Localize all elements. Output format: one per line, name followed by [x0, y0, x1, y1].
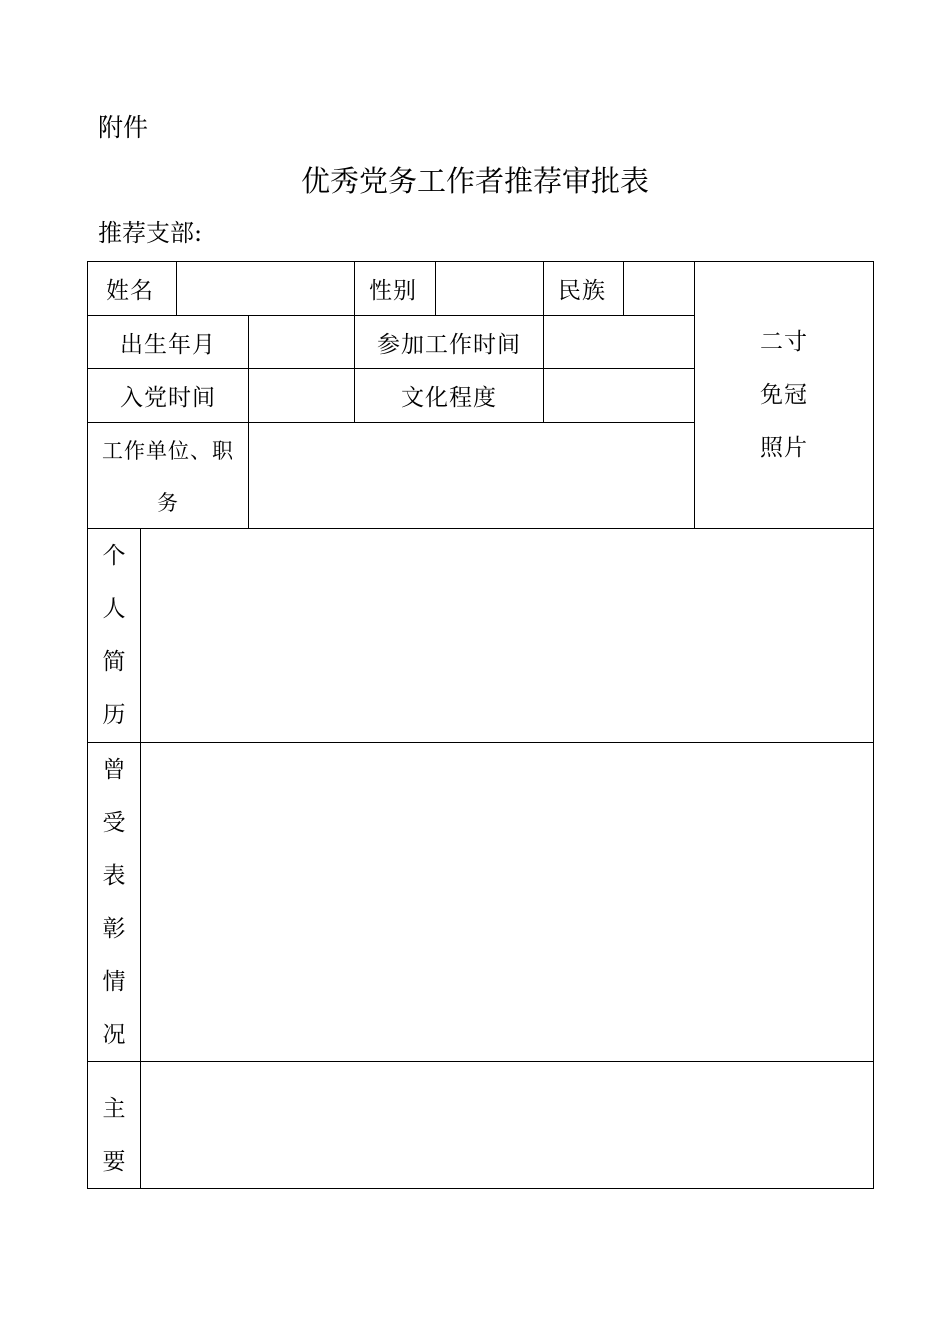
awards-label-char: 况	[102, 1022, 126, 1048]
main-deeds-field[interactable]	[141, 1062, 873, 1188]
work-start-field[interactable]	[544, 316, 694, 368]
table-border-right	[873, 261, 874, 1189]
resume-label-char: 简	[102, 649, 126, 675]
gender-label: 性别	[369, 278, 417, 304]
photo-placeholder[interactable]	[695, 316, 873, 475]
table-border-bottom	[87, 1188, 874, 1189]
resume-label	[88, 530, 140, 742]
workplace-field[interactable]	[249, 423, 694, 528]
photo-text-line2: 免冠	[760, 382, 808, 408]
name-field[interactable]	[177, 262, 354, 315]
resume-label-char: 人	[102, 596, 126, 622]
main-label-char: 主	[102, 1096, 126, 1122]
branch-label: 推荐支部:	[98, 219, 203, 247]
education-field[interactable]	[544, 369, 694, 422]
party-join-label: 入党时间	[120, 385, 216, 411]
awards-label-char: 受	[102, 810, 126, 836]
awards-label-char: 情	[102, 969, 126, 995]
birth-date-field[interactable]	[249, 316, 354, 368]
attachment-label: 附件	[98, 113, 149, 142]
workplace-label-line1: 工作单位、职	[102, 438, 234, 463]
photo-text-line1: 二寸	[760, 329, 808, 355]
gender-field[interactable]	[436, 262, 543, 315]
education-label: 文化程度	[401, 385, 497, 411]
work-start-label: 参加工作时间	[377, 331, 521, 358]
awards-label-char: 彰	[102, 916, 126, 942]
main-label	[88, 1083, 140, 1189]
workplace-label	[88, 423, 248, 528]
ethnicity-label: 民族	[558, 278, 606, 304]
main-label-char: 要	[102, 1149, 126, 1175]
resume-label-char: 历	[102, 702, 126, 728]
awards-field[interactable]	[141, 743, 873, 1061]
resume-field[interactable]	[141, 529, 873, 742]
ethnicity-field[interactable]	[624, 262, 694, 315]
resume-label-char: 个	[102, 543, 126, 569]
birth-date-label: 出生年月	[120, 331, 216, 358]
workplace-label-line2: 务	[157, 491, 179, 515]
page-title: 优秀党务工作者推荐审批表	[300, 164, 649, 198]
awards-label-char: 曾	[102, 757, 126, 783]
awards-label-char: 表	[102, 863, 126, 889]
awards-label	[88, 744, 140, 1062]
party-join-field[interactable]	[249, 369, 354, 422]
photo-text-line3: 照片	[760, 435, 808, 461]
name-label: 姓名	[106, 278, 154, 304]
